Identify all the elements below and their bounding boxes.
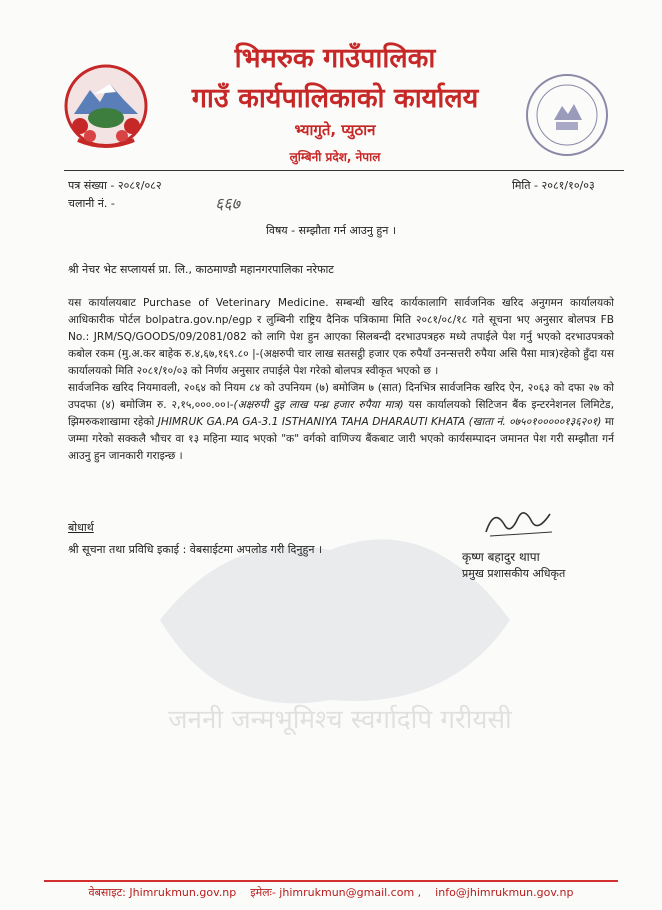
office-location: भ्यागुते, प्युठान bbox=[294, 121, 376, 139]
footer-divider bbox=[44, 880, 618, 882]
handwritten-signature bbox=[480, 502, 560, 542]
bank-reference: यस कार्यालयको सिटिजन बैंक इन्टरनेशनल लिमिटेड, झिमरुकशाखामा रहेको bbox=[68, 399, 614, 428]
letter-subject: विषय - सम्झौता गर्न आउनु हुन । bbox=[265, 224, 396, 237]
footer-email: इमेलः- jhimrukmun@gmail.com , bbox=[250, 886, 422, 899]
motto-watermark: जननी जन्मभूमिश्च स्वर्गादपि गरीयसी bbox=[168, 705, 512, 735]
addressee: श्री नेचर भेट सप्लायर्स प्रा. लि., काठमाण्डौ महानगरपालिका नरेफाट bbox=[68, 263, 334, 276]
footer-contact bbox=[0, 885, 662, 900]
body-paragraph-1: यस कार्यालयबाट Purchase of Veterinary Medicine. सम्बन्धी खरिद कार्यकालागि सार्वजनिक खरिद अनुगमन कार्यालयको आधिकारीक पोर्टल bolpatra.gov.np/egp र लुम्बिनी राष्ट्रिय दैनिक पत्रिकामा मिति २०८१/०८/१८ गते सूचना भए अनुसार बोलपत्र FB No.: JRM/SQ/GOODS/09/2081/082 को लागि पेश हुन आएका सिलबन्दी दरभाउपत्रहरु मध्ये तपाईले पेश गर्नु भएको दरभाउपत्रको कबोल रकम (मु.अ.कर बाहेक रु.४,६७,१६९.८० |-(अक्षरुपी चार लाख सतसट्ठी हजार एक रुपैयाँ उनन्सत्तरी रुपैया असि पैसा मात्र)रहेको हुँदा यस कार्यालयको मिति २०८१/१०/०३ को निर्णय अनुसार तपाईले पेश गरेको बोलपत्र स्वीकृत भएको छ । bbox=[68, 297, 614, 377]
letter-body bbox=[68, 295, 614, 465]
body-paragraph-2 bbox=[68, 380, 614, 465]
amount-in-words: (अक्षरुपी दुइ लाख पन्ध्र हजार रुपैया मात्र) bbox=[233, 399, 404, 411]
letter-number: पत्र संख्या - २०८१/०८२ bbox=[68, 179, 162, 192]
account-name: JHIMRUK GA.PA GA-3.1 ISTHANIYA TAHA DHARAUTI KHATA (खाता नं. ०७५०१०००००१३६२०१) bbox=[157, 416, 602, 428]
header-divider bbox=[64, 170, 624, 171]
province-name: लुम्बिनी प्रदेश, नेपाल bbox=[289, 150, 381, 164]
footer-website: वेबसाइट: Jhimrukmun.gov.np bbox=[88, 886, 237, 899]
deposit-instruction: मा जम्मा गरेको सक्कलै भौचर वा १३ महिना म्याद भएको "क" वर्गको वाणिज्य बैंकबाट जारी भएको कार्यसम्पादन जमानत पेश गरी सम्झौता गर्न आउनु हुन जानकारी गराइन्छ । bbox=[68, 416, 615, 462]
dispatch-number-label: चलानी नं. - bbox=[68, 197, 115, 210]
dispatch-number-handwritten: ६६७ bbox=[215, 194, 240, 213]
cc-label: बोधार्थ bbox=[68, 521, 94, 534]
cc-recipient: श्री सूचना तथा प्रविधि इकाई : वेबसाईटमा अपलोड गरी दिनुहुन । bbox=[68, 543, 323, 556]
nepal-emblem-logo bbox=[60, 60, 152, 152]
signatory-title: प्रमुख प्रशासकीय अधिकृत bbox=[462, 567, 566, 580]
signatory-name: कृष्ण बहादुर थापा bbox=[462, 550, 540, 564]
rule-reference: सार्वजनिक खरिद नियमावली, २०६४ को नियम ८४ को उपनियम (७) बमोजिम ७ (सात) दिनभित्र सार्वजनिक खरिद ऐन, २०६३ को दफा २७ को उपदफा (४) बमोजिम रु. २,१५,०००.००।- bbox=[68, 382, 614, 411]
municipality-name: भिमरुक गाउँपालिका bbox=[234, 43, 436, 74]
office-seal-stamp bbox=[522, 70, 612, 160]
footer-info-email: info@jhimrukmun.gov.np bbox=[435, 886, 574, 899]
letter-date: मिति - २०८१/१०/०३ bbox=[512, 179, 595, 192]
office-name: गाउँ कार्यपालिकाको कार्यालय bbox=[191, 83, 479, 114]
